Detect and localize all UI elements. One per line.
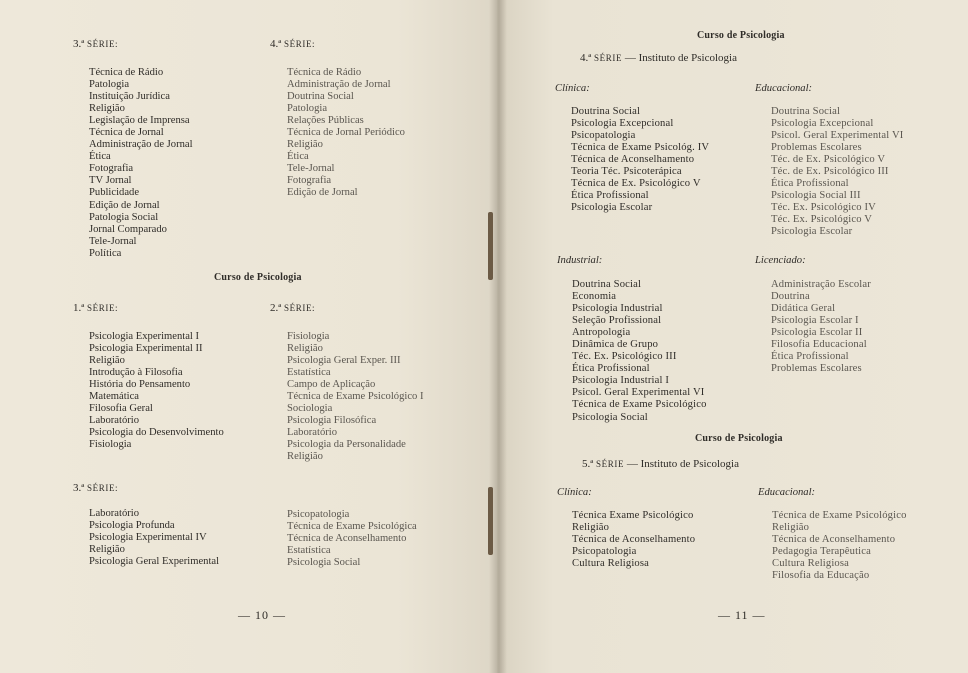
subject-list bbox=[89, 331, 224, 451]
subject-item: Ética Profissional bbox=[771, 351, 849, 363]
subject-item: Psicologia Industrial I bbox=[572, 375, 670, 387]
subject-item: Técnica de Exame Psicológico bbox=[772, 510, 907, 521]
subject-item: Técnica de Rádio bbox=[287, 67, 362, 78]
subject-item: Téc. Ex. Psicológico III bbox=[572, 351, 677, 363]
serie-heading bbox=[270, 302, 424, 314]
subject-item: Psicologia Escolar bbox=[571, 202, 653, 214]
subject-item: Técnica de Aconselhamento bbox=[572, 534, 696, 546]
subject-item: Problemas Escolares bbox=[771, 142, 862, 154]
subject-item: Ética bbox=[89, 151, 111, 163]
subject-item: Didática Geral bbox=[771, 303, 836, 315]
subject-item: Técnica Exame Psicológico bbox=[572, 510, 694, 521]
serie-heading bbox=[270, 38, 405, 50]
serie-number: 4.ª bbox=[580, 52, 592, 64]
subject-item: Psicologia Experimental II bbox=[89, 343, 203, 355]
subject-item: Psicologia Industrial bbox=[572, 303, 663, 315]
serie-4-jornalismo bbox=[270, 38, 405, 200]
subject-item: Patologia bbox=[89, 79, 130, 91]
serie-heading bbox=[73, 482, 219, 494]
subject-item: Religião bbox=[287, 451, 323, 463]
subject-item: Religião bbox=[772, 522, 810, 534]
category-heading: Educacional: bbox=[758, 487, 816, 498]
subject-item: Psicologia Escolar II bbox=[771, 327, 863, 339]
subject-item: Laboratório bbox=[287, 427, 338, 439]
subject-item: Estatística bbox=[287, 367, 331, 379]
subject-item: Religião bbox=[89, 355, 125, 367]
serie-number: 4.ª bbox=[270, 38, 282, 50]
subject-item: Instituição Jurídica bbox=[89, 91, 170, 103]
subject-item: Religião bbox=[89, 544, 125, 556]
subject-item: Doutrina Social bbox=[287, 91, 354, 103]
category-heading: Educacional: bbox=[755, 83, 813, 94]
serie-number: 3.ª bbox=[73, 38, 85, 50]
subject-item: Técnica de Exame Psicológico I bbox=[287, 391, 424, 403]
serie-label: SÉRIE bbox=[594, 53, 623, 63]
subject-item: Psicologia Geral Exper. III bbox=[287, 355, 401, 367]
subject-item: Campo de Aplicação bbox=[287, 379, 376, 391]
subject-item: Filosofia Geral bbox=[89, 403, 153, 415]
serie-number: 2.ª bbox=[270, 302, 282, 314]
subject-item: Patologia bbox=[287, 103, 328, 115]
subject-list bbox=[287, 509, 417, 569]
serie-1-psicologia bbox=[73, 302, 224, 451]
serie-number: 3.ª bbox=[73, 482, 85, 494]
subject-item: Psicol. Geral Experimental VI bbox=[572, 387, 705, 399]
subject-list bbox=[572, 279, 707, 424]
subject-item: Técnica de Jornal bbox=[89, 127, 164, 139]
subject-item: Introdução à Filosofia bbox=[89, 367, 183, 379]
serie-number: 1.ª bbox=[73, 302, 85, 314]
staple-bottom bbox=[488, 487, 493, 555]
subject-item: Jornal Comparado bbox=[89, 223, 167, 235]
subject-item: Doutrina bbox=[771, 291, 810, 303]
subject-item: Psicologia Social III bbox=[771, 190, 861, 202]
subject-item: Problemas Escolares bbox=[771, 363, 862, 375]
course-title: Curso de Psicologia bbox=[214, 272, 302, 283]
subject-item: Relações Públicas bbox=[287, 115, 364, 127]
subject-list bbox=[89, 67, 193, 260]
subject-list bbox=[287, 67, 405, 200]
subject-item: Téc. de Ex. Psicológico III bbox=[771, 166, 889, 178]
subject-item: Cultura Religiosa bbox=[772, 558, 849, 570]
subject-item: Ética bbox=[287, 151, 309, 163]
staple-top bbox=[488, 212, 493, 280]
course-title: Curso de Psicologia bbox=[695, 433, 783, 444]
subject-item: Laboratório bbox=[89, 508, 140, 519]
subject-item: Psicologia Experimental IV bbox=[89, 532, 207, 544]
subject-item: Filosofia da Educação bbox=[772, 570, 870, 582]
subject-item: Tele-Jornal bbox=[89, 235, 137, 247]
subject-item: Cultura Religiosa bbox=[572, 558, 649, 570]
subject-item: Fotografia bbox=[287, 175, 332, 187]
subject-item: Doutrina Social bbox=[571, 106, 641, 117]
subject-item: Edição de Jornal bbox=[287, 187, 358, 199]
serie-label: SÉRIE bbox=[596, 459, 625, 469]
institute-name: — Instituto de Psicologia bbox=[626, 458, 739, 470]
serie-number: 5.ª bbox=[582, 458, 594, 470]
subject-item: Sociologia bbox=[287, 403, 333, 415]
category-heading: Clínica: bbox=[555, 83, 590, 94]
subject-item: Administração de Jornal bbox=[89, 139, 193, 151]
subject-list bbox=[572, 510, 695, 570]
subject-item: Psicologia Experimental I bbox=[89, 331, 200, 342]
subject-item: Estatística bbox=[287, 545, 331, 557]
subject-item: Economia bbox=[572, 291, 617, 303]
subject-item: TV Jornal bbox=[89, 175, 132, 187]
subject-item: Matemática bbox=[89, 391, 139, 403]
subject-item: Legislação de Imprensa bbox=[89, 115, 190, 127]
subject-item: Psicologia Social bbox=[572, 411, 648, 423]
subject-item: Psicol. Geral Experimental VI bbox=[771, 130, 904, 142]
subject-item: Pedagogia Terapêutica bbox=[772, 546, 871, 558]
institute-name: — Instituto de Psicologia bbox=[624, 52, 737, 64]
subject-item: Tele-Jornal bbox=[287, 163, 335, 175]
subject-item: Psicologia do Desenvolvimento bbox=[89, 427, 224, 439]
subject-item: Técnica de Ex. Psicológico V bbox=[571, 178, 701, 190]
subject-item: Téc. Ex. Psicológico IV bbox=[771, 202, 876, 214]
category-heading: Clínica: bbox=[557, 487, 592, 498]
category-heading: Licenciado: bbox=[755, 255, 806, 266]
serie-heading bbox=[73, 302, 224, 314]
subject-list bbox=[771, 106, 903, 239]
subject-item: Religião bbox=[287, 139, 323, 151]
subject-item: Edição de Jornal bbox=[89, 199, 160, 211]
subject-item: Dinâmica de Grupo bbox=[572, 339, 659, 351]
binding-gutter bbox=[489, 0, 507, 673]
subject-item: Técnica de Aconselhamento bbox=[287, 533, 407, 545]
subject-item: Psicologia Social bbox=[287, 557, 361, 569]
subject-list bbox=[571, 106, 709, 214]
subject-list bbox=[772, 510, 907, 582]
subject-item: Psicopatologia bbox=[572, 546, 637, 558]
serie-label: SÉRIE: bbox=[87, 483, 119, 493]
serie-3-jornalismo bbox=[73, 38, 193, 260]
subject-item: Doutrina Social bbox=[572, 279, 642, 290]
subject-item: Religião bbox=[572, 522, 610, 534]
subject-item: Teoria Téc. Psicoterápica bbox=[571, 166, 682, 178]
subject-item: Religião bbox=[287, 343, 323, 355]
subject-item: Técnica de Rádio bbox=[89, 67, 164, 78]
subject-item: Doutrina Social bbox=[771, 106, 841, 117]
subject-item: Psicologia Profunda bbox=[89, 520, 175, 532]
serie-4-heading bbox=[580, 52, 737, 64]
subject-item: Psicologia Escolar I bbox=[771, 315, 859, 327]
serie-label: SÉRIE: bbox=[87, 303, 119, 313]
subject-item: Seleção Profissional bbox=[572, 315, 662, 327]
course-title: Curso de Psicologia bbox=[697, 30, 785, 41]
subject-list bbox=[771, 279, 871, 375]
subject-item: Técnica de Exame Psicológico bbox=[572, 399, 707, 411]
serie-3-psicologia-cont bbox=[287, 509, 417, 569]
serie-label: SÉRIE: bbox=[87, 39, 119, 49]
subject-list bbox=[287, 331, 424, 464]
subject-item: Psicologia Filosófica bbox=[287, 415, 377, 427]
subject-item: Patologia Social bbox=[89, 211, 159, 223]
subject-list bbox=[89, 508, 219, 568]
subject-item: Filosofia Educacional bbox=[771, 339, 867, 351]
serie-5-heading bbox=[582, 458, 739, 470]
serie-label: SÉRIE: bbox=[284, 39, 316, 49]
subject-item: Psicopatologia bbox=[571, 130, 636, 142]
serie-2-psicologia bbox=[270, 302, 424, 464]
subject-item: Publicidade bbox=[89, 187, 140, 199]
subject-item: Psicologia da Personalidade bbox=[287, 439, 406, 451]
category-heading: Industrial: bbox=[557, 255, 603, 266]
subject-item: Ética Profissional bbox=[771, 178, 849, 190]
subject-item: Psicologia Excepcional bbox=[571, 118, 674, 130]
subject-item: Laboratório bbox=[89, 415, 140, 427]
subject-item: Psicopatologia bbox=[287, 509, 350, 520]
subject-item: Antropologia bbox=[572, 327, 631, 339]
subject-item: Técnica de Jornal Periódico bbox=[287, 127, 405, 139]
page-number: — 10 — bbox=[238, 608, 286, 622]
subject-item: Política bbox=[89, 247, 122, 259]
subject-item: História do Pensamento bbox=[89, 379, 191, 391]
subject-item: Psicologia Escolar bbox=[771, 226, 853, 238]
serie-label: SÉRIE: bbox=[284, 303, 316, 313]
subject-item: Fisiologia bbox=[287, 331, 330, 342]
subject-item: Religião bbox=[89, 103, 125, 115]
page-number: — 11 — bbox=[718, 608, 766, 622]
subject-item: Psicologia Excepcional bbox=[771, 118, 874, 130]
serie-3-psicologia bbox=[73, 482, 219, 568]
subject-item: Administração Escolar bbox=[771, 279, 871, 290]
subject-item: Psicologia Geral Experimental bbox=[89, 556, 220, 568]
subject-item: Ética Profissional bbox=[571, 190, 649, 202]
subject-item: Fisiologia bbox=[89, 439, 132, 451]
serie-heading bbox=[73, 38, 193, 50]
subject-item: Téc. de Ex. Psicológico V bbox=[771, 154, 886, 166]
subject-item: Técnica de Aconselhamento bbox=[571, 154, 695, 166]
subject-item: Técnica de Exame Psicológ. IV bbox=[571, 142, 710, 154]
subject-item: Técnica de Exame Psicológica bbox=[287, 521, 417, 533]
subject-item: Téc. Ex. Psicológico V bbox=[771, 214, 873, 226]
subject-item: Ética Profissional bbox=[572, 363, 650, 375]
subject-item: Fotografia bbox=[89, 163, 134, 175]
subject-item: Administração de Jornal bbox=[287, 79, 391, 91]
subject-item: Técnica de Aconselhamento bbox=[772, 534, 896, 546]
